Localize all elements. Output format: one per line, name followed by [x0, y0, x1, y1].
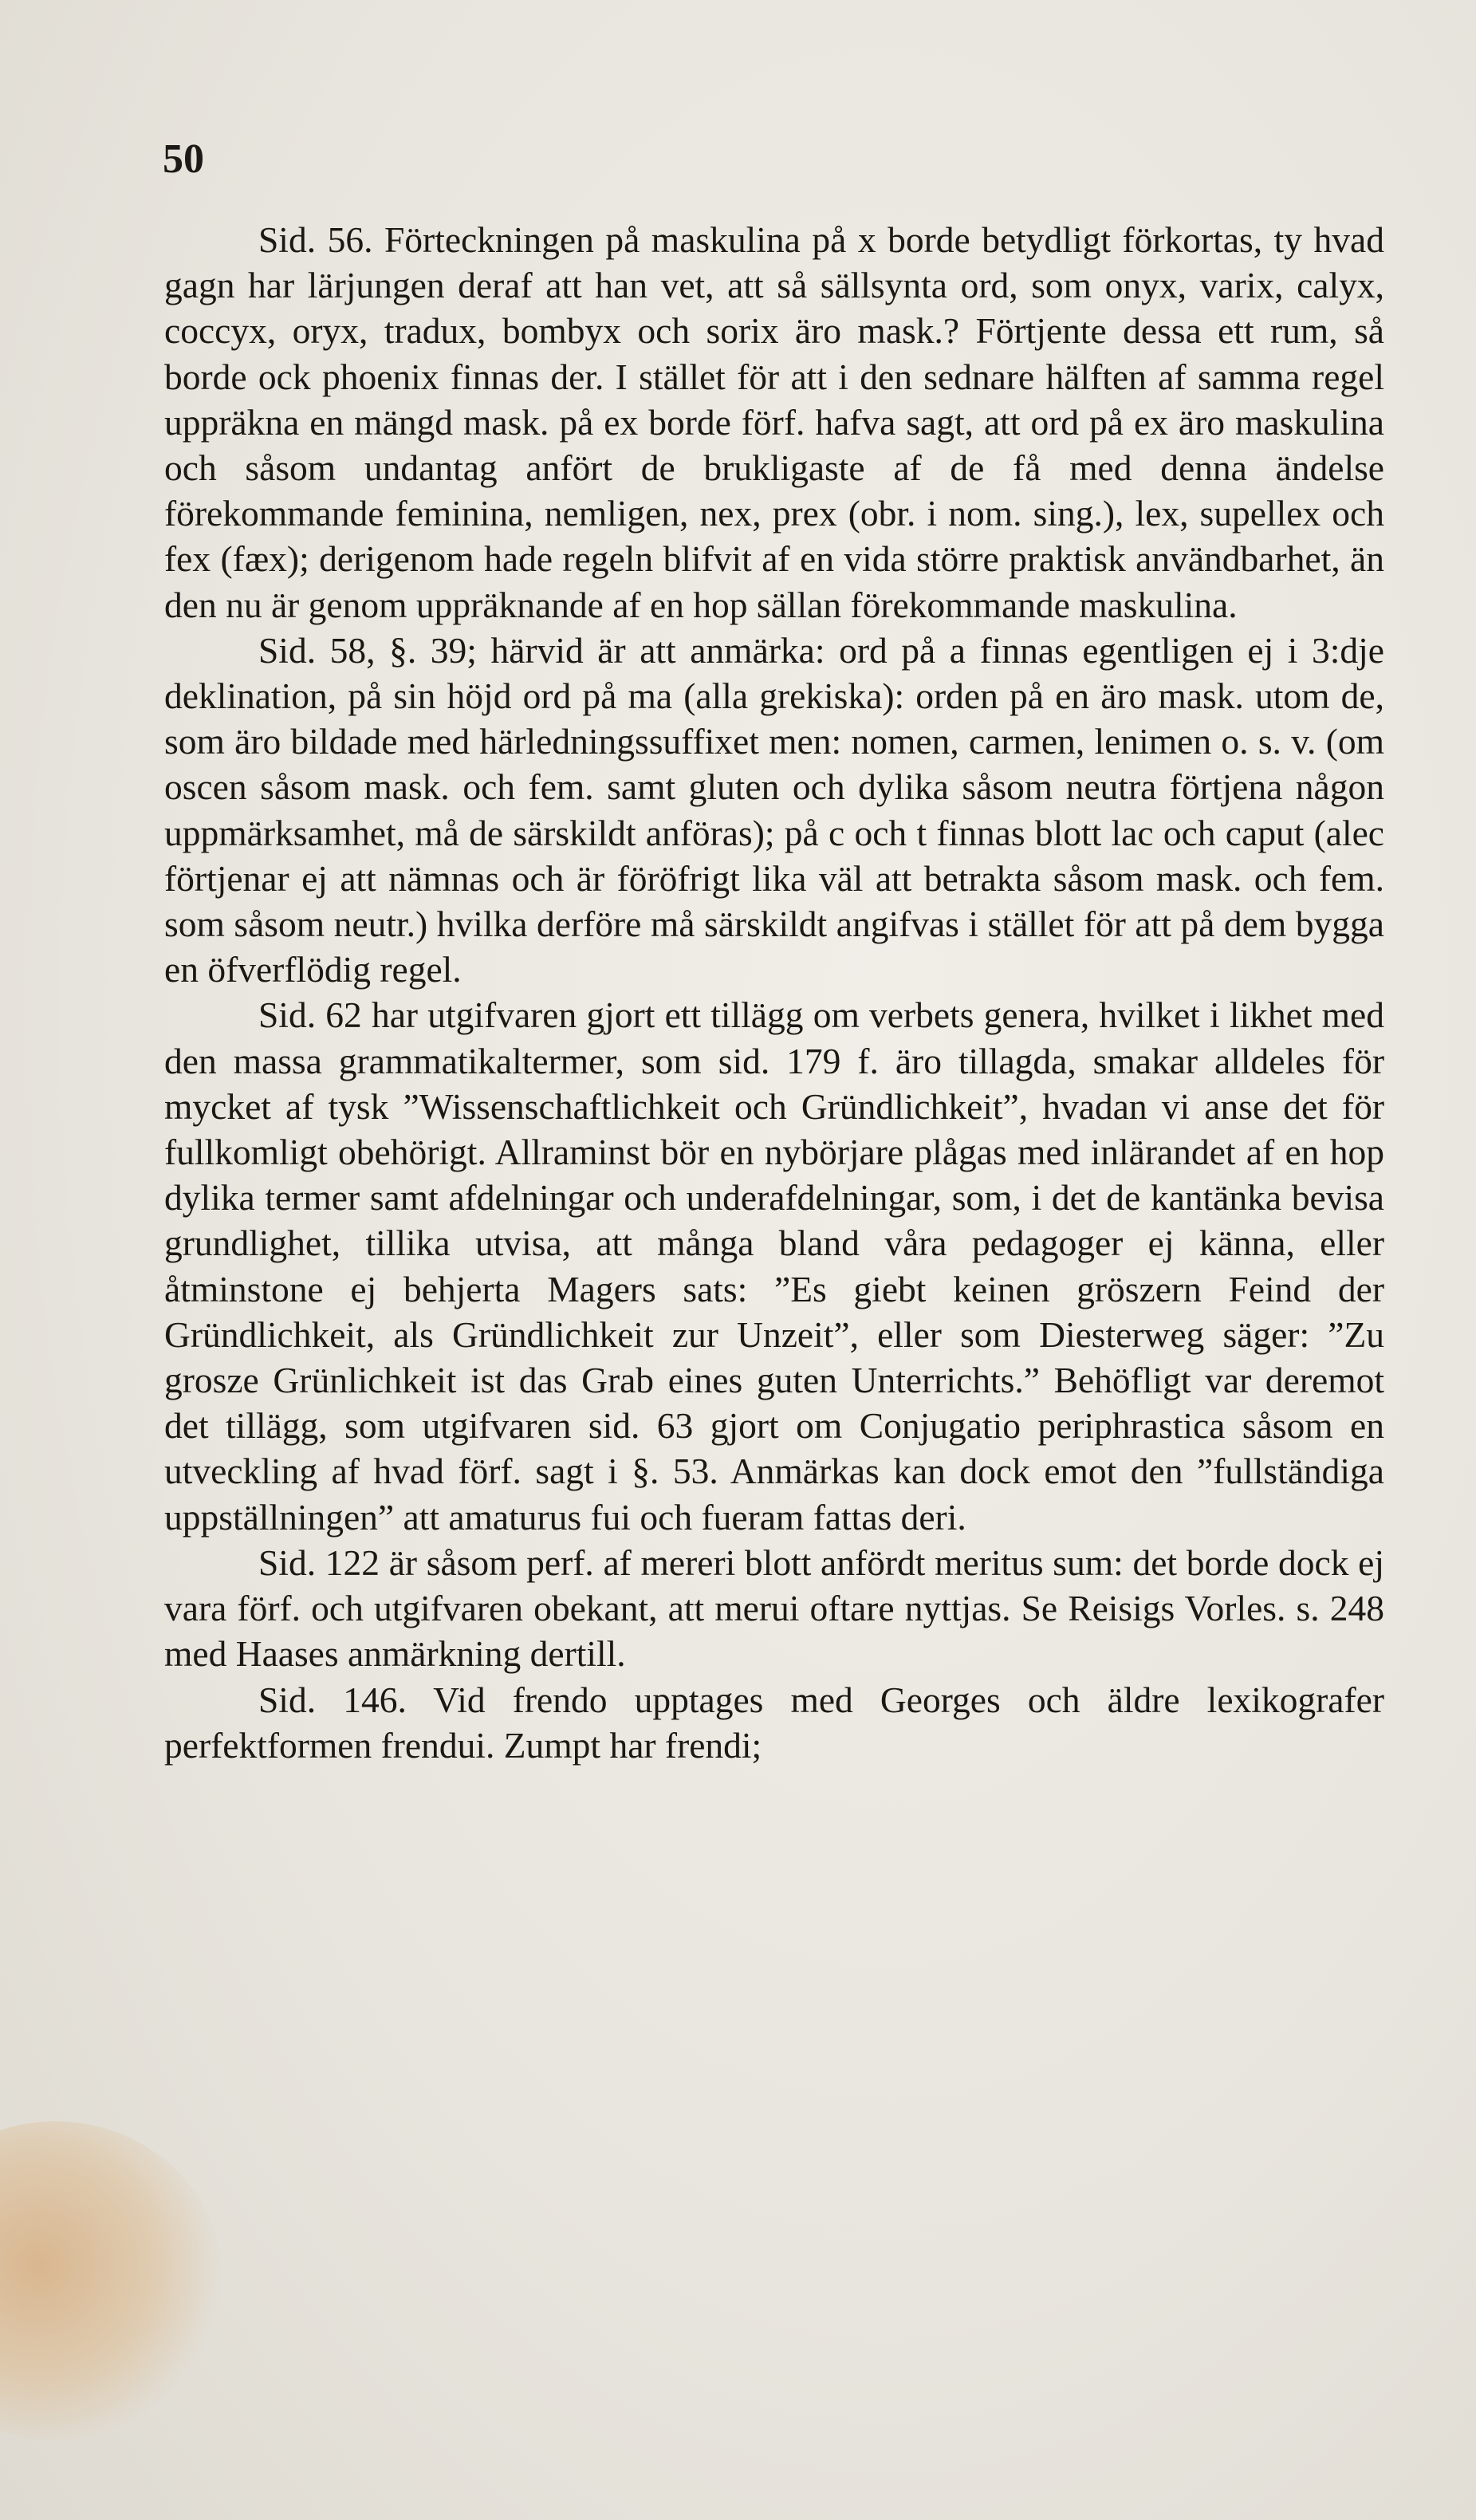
- paragraph-sid-122: Sid. 122 är såsom perf. af mereri blott anfördt meritus sum: det borde dock ej vara förf. och utgifvaren obekant, att merui oftare nyttjas. Se Reisigs Vorles. s. 248 med Haases anmärkning dertill.: [164, 1542, 1384, 1675]
- paragraph-sid-56: Sid. 56. Förteckningen på maskulina på x borde betydligt förkortas, ty hvad gagn har lärjungen deraf att han vet, att så sällsynta ord, som onyx, varix, calyx, coccyx, oryx, tradux, bombyx och sorix äro mask.? Förtjente dessa ett rum, så borde ock phoenix finnas der. I stället för att i den sednare hälften af samma regel uppräkna en mängd mask. på ex borde förf. hafva sagt, att ord på ex äro maskulina och såsom undantag anfört de brukligaste af de få med denna ändelse förekommande feminina, nemligen, nex, prex (obr. i nom. sing.), lex, supellex och fex (fæx); derigenom hade regeln blifvit af en vida större praktisk användbarhet, än den nu är genom uppräknande af en hop sällan förekommande maskulina.: [164, 219, 1384, 625]
- body-text: [164, 217, 1384, 1768]
- paragraph-sid-62: Sid. 62 har utgifvaren gjort ett tillägg om verbets genera, hvilket i likhet med den massa grammatikaltermer, som sid. 179 f. äro tillagda, smakar alldeles för mycket af tysk ”Wissenschaftlichkeit och Gründlichkeit”, hvadan vi anse det för fullkomligt obehörigt. Allraminst bör en nybörjare plågas med inlärandet af en hop dylika termer samt afdelningar och underafdelningar, som, i det de kantänka bevisa grundlighet, tillika utvisa, att många bland våra pedagoger ej känna, eller åtminstone ej behjerta Magers sats: ”Es giebt keinen gröszern Feind der Gründlichkeit, als Gründlichkeit zur Unzeit”, eller som Diesterweg säger: ”Zu grosze Grünlichkeit ist das Grab eines guten Unterrichts.” Behöfligt var deremot det tillägg, som utgifvaren sid. 63 gjort om Conjugatio periphrastica såsom en utveckling af hvad förf. sagt i §. 53. Anmärkas kan dock emot den ”fullständiga uppställningen” att amaturus fui och fueram fattas deri.: [164, 994, 1384, 1538]
- page-number: 50: [163, 136, 204, 182]
- paragraph-sid-58: Sid. 58, §. 39; härvid är att anmärka: ord på a finnas egentligen ej i 3:dje deklination, på sin höjd ord på ma (alla grekiska): orden på en äro mask. utom de, som äro bildade med härledningssuffixet men: nomen, carmen, lenimen o. s. v. (om oscen såsom mask. och fem. samt gluten och dylika såsom neutra förtjena någon uppmärksamhet, må de särskildt anföras); på c och t finnas blott lac och caput (alec förtjenar ej att nämnas och är föröfrigt lika väl att betrakta såsom mask. och fem. som såsom neutr.) hvilka derföre må särskildt angifvas i stället för att på dem bygga en öfverflödig regel.: [164, 629, 1384, 990]
- water-stain: [0, 2121, 223, 2440]
- paragraph-sid-146: Sid. 146. Vid frendo upptages med Georges och äldre lexikografer perfektformen frendui. Zumpt har frendi;: [164, 1679, 1384, 1766]
